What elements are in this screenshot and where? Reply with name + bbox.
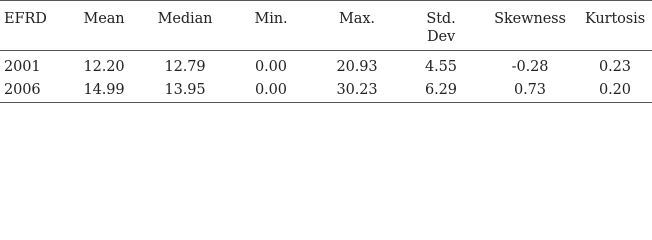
table-header <box>0 1 652 51</box>
header-cell-max: Max. <box>339 11 375 27</box>
header-cell-min: Min. <box>254 11 288 27</box>
table-cell: 20.93 <box>336 59 378 75</box>
table-cell: 12.79 <box>164 59 206 75</box>
table-cell: 12.20 <box>83 59 125 75</box>
table-body <box>0 51 652 103</box>
table-cell: 0.00 <box>255 59 287 75</box>
table-cell: 2001 <box>4 59 41 75</box>
header-row <box>0 1 652 51</box>
header-cell-median: Median <box>157 11 213 27</box>
table-cell: 0.23 <box>599 59 631 75</box>
table-cell: 0.20 <box>599 82 631 98</box>
header-cell-std-dev: Std. Dev <box>426 11 456 45</box>
table-cell: 13.95 <box>164 82 206 98</box>
table-cell: 2006 <box>4 82 41 98</box>
table-cell: 6.29 <box>425 82 457 98</box>
header-cell-kurtosis: Kurtosis <box>584 11 646 27</box>
table-row <box>0 79 652 103</box>
table-cell: 14.99 <box>83 82 125 98</box>
table-cell: -0.28 <box>511 59 549 75</box>
table-row <box>0 51 652 80</box>
statistics-table <box>0 0 652 103</box>
header-cell-efrd: EFRD <box>4 11 47 27</box>
header-cell-skewness: Skewness <box>494 11 566 27</box>
header-cell-mean: Mean <box>83 11 125 27</box>
table-cell: 30.23 <box>336 82 378 98</box>
table-cell: 4.55 <box>425 59 457 75</box>
table-cell: 0.00 <box>255 82 287 98</box>
table-cell: 0.73 <box>514 82 546 98</box>
